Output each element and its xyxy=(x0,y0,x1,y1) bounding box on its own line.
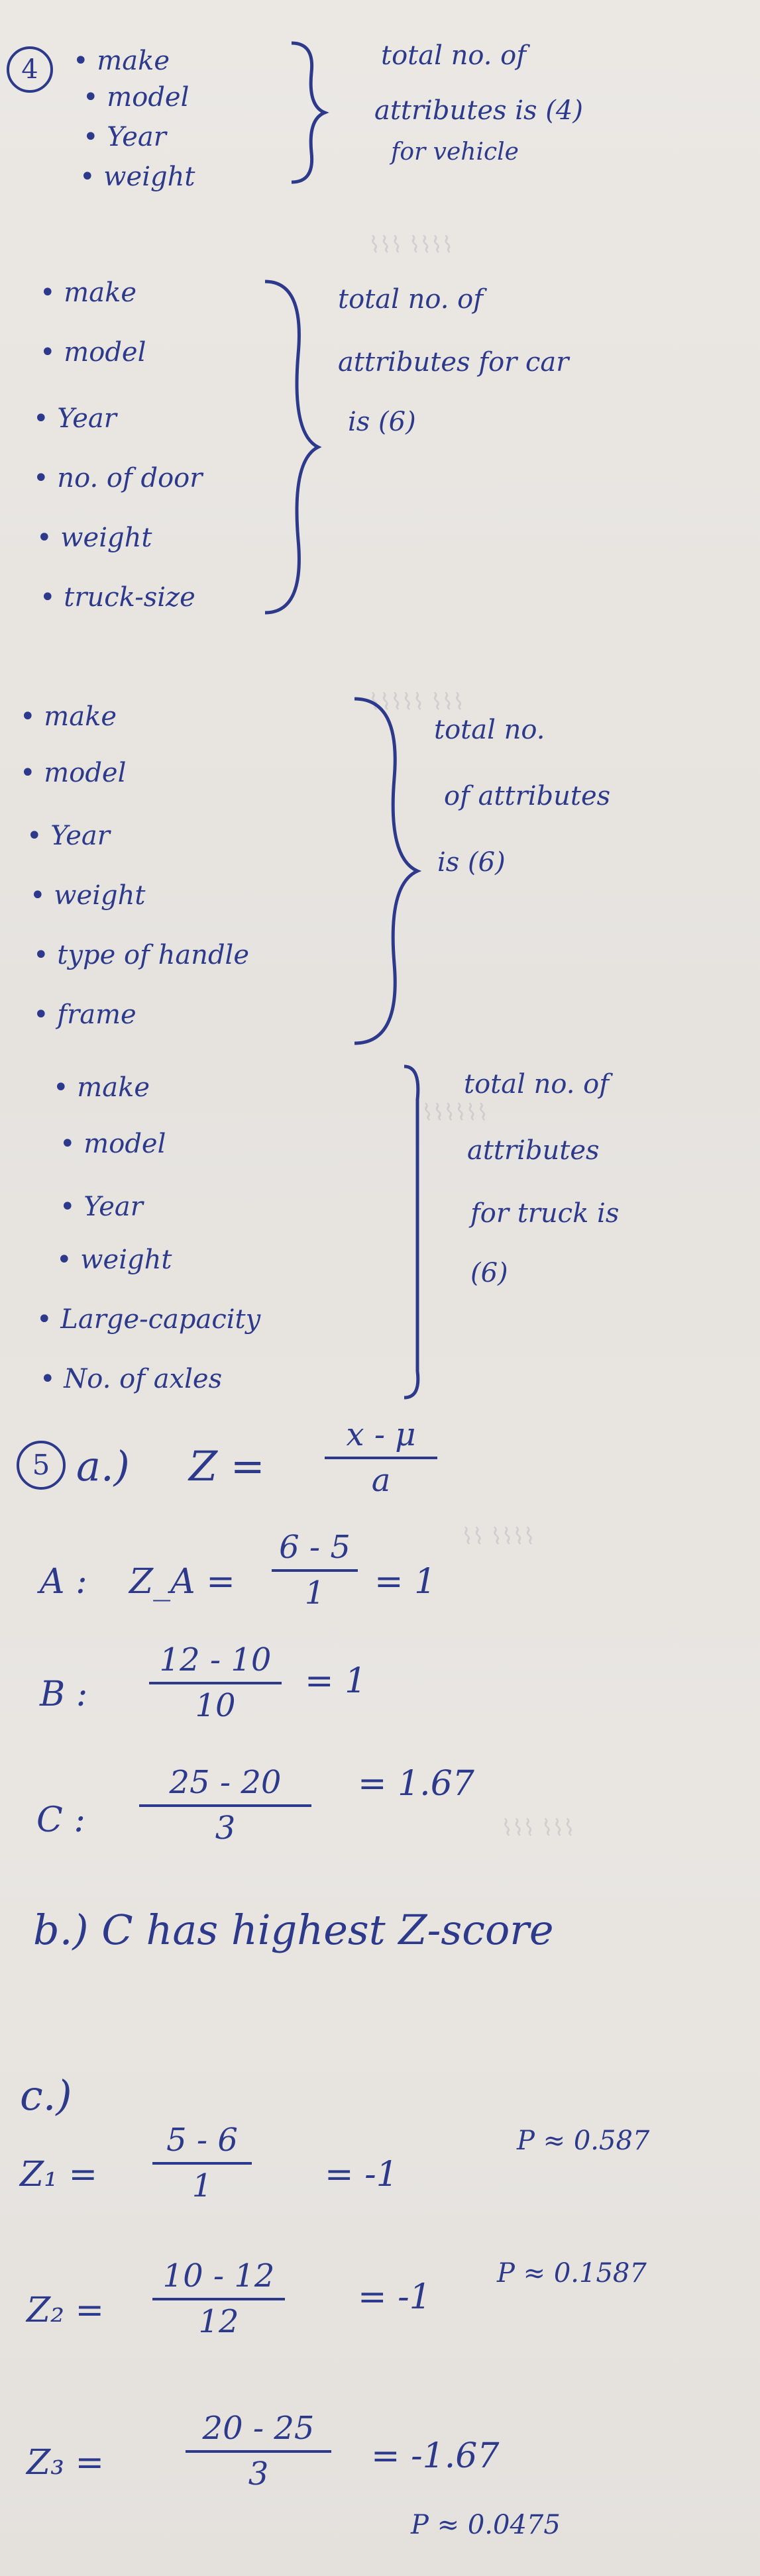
list-item: • Year xyxy=(33,403,117,434)
item-a-result: = 1 xyxy=(374,1562,437,1602)
zscore-formula-lhs: Z = xyxy=(189,1442,265,1490)
bleed-through: ⌇⌇⌇ ⌇⌇⌇⌇⌇ xyxy=(371,689,466,715)
list-item: • weight xyxy=(30,880,146,911)
list-item: • frame xyxy=(33,1000,136,1030)
list-item: • model xyxy=(83,82,190,113)
item-c-fraction: 25 - 20 3 xyxy=(139,1765,311,1846)
item-b-result: = 1 xyxy=(305,1661,367,1701)
z3-lhs: Z₃ = xyxy=(27,2443,105,2483)
list-item: • No. of axles xyxy=(40,1364,223,1394)
list-item: • Year xyxy=(60,1192,143,1222)
bleed-through: ⌇⌇⌇⌇ ⌇⌇ xyxy=(464,1523,537,1550)
bleed-through: ⌇⌇⌇⌇⌇⌇ xyxy=(424,1100,490,1126)
list-item: • make xyxy=(73,46,170,76)
z2-probability: P ≈ 0.1587 xyxy=(497,2258,647,2289)
item-c-result: = 1.67 xyxy=(358,1764,474,1804)
z2-lhs: Z₂ = xyxy=(27,2291,105,2330)
z1-fraction: 5 - 6 1 xyxy=(152,2123,252,2204)
item-a-lhs: Z_A = xyxy=(129,1562,235,1602)
z1-probability: P ≈ 0.587 xyxy=(517,2126,650,2156)
item-c-label: C : xyxy=(36,1800,85,1840)
list-item: • Year xyxy=(27,821,110,851)
curly-brace-icon xyxy=(252,275,325,619)
list-item: • make xyxy=(40,278,136,308)
list-item: • no. of door xyxy=(33,463,203,493)
list-item: • model xyxy=(20,758,127,788)
list-item: • Year xyxy=(83,122,166,152)
z3-probability: P ≈ 0.0475 xyxy=(411,2510,561,2540)
item-b-label: B : xyxy=(40,1674,88,1714)
zscore-formula-fraction: x - μ a xyxy=(325,1417,437,1498)
item-a-label: A : xyxy=(40,1562,87,1602)
list-item: • type of handle xyxy=(33,940,250,970)
bleed-through: ⌇⌇⌇ ⌇⌇⌇ xyxy=(504,1815,577,1841)
curly-brace-icon xyxy=(345,692,424,1050)
part-b-answer: b.) C has highest Z-score xyxy=(33,1906,554,1954)
list-item: • weight xyxy=(80,162,195,192)
question-4-number: 4 xyxy=(7,46,53,93)
item-b-fraction: 12 - 10 10 xyxy=(149,1643,282,1724)
list-item: • make xyxy=(20,701,117,732)
notebook-page: ⌇⌇⌇⌇ ⌇⌇⌇ ⌇⌇⌇ ⌇⌇⌇⌇⌇ ⌇⌇⌇⌇⌇⌇ ⌇⌇⌇⌇ ⌇⌇ ⌇⌇⌇ ⌇⌇⌇ 4 • make • model • Year • weight total no. of attributes is (4) for vehicle • make • model • Year • no. of door • weight • truck-size total no. of attributes for car is (6) • make • model • Year • weight • type of handle • frame total no. of attributes is (6) • make • model • Year • weight • Large-capacity • No. of axles total no. of attributes for truck is (6) 5 a.) Z = x - μ a A : Z_A = 6 - 5 1 = 1 B : 12 - 10 10 = 1 C : 25 - 20 3 = 1.67 b.) C has highest Z-score c.) Z₁ = 5 - 6 1 = -1 P ≈ 0.587 Z₂ = 10 - 12 12 = -1 P ≈ 0.1587 Z₃ = 20 - 25 3 = -1.67 P ≈ 0.0475 xyxy=(0,0,760,2576)
item-a-fraction: 6 - 5 1 xyxy=(272,1530,358,1611)
bracket-line-icon xyxy=(398,1060,444,1404)
z1-lhs: Z₁ = xyxy=(20,2155,98,2194)
curly-brace-icon xyxy=(285,36,331,189)
part-c-label: c.) xyxy=(20,2071,72,2120)
list-item: • weight xyxy=(36,523,152,553)
list-item: • Large-capacity xyxy=(36,1304,261,1335)
z2-fraction: 10 - 12 12 xyxy=(152,2259,285,2340)
z3-fraction: 20 - 25 3 xyxy=(186,2411,331,2492)
question-5-number: 5 xyxy=(17,1441,66,1490)
list-item: • model xyxy=(40,337,146,368)
list-item: • weight xyxy=(56,1245,172,1275)
z2-result: = -1 xyxy=(358,2277,431,2317)
bleed-through: ⌇⌇⌇⌇ ⌇⌇⌇ xyxy=(371,232,456,258)
z3-result: = -1.67 xyxy=(371,2436,500,2476)
list-item: • truck-size xyxy=(40,582,195,613)
list-item: • model xyxy=(60,1129,166,1159)
part-a-label: a.) xyxy=(76,1442,130,1490)
list-item: • make xyxy=(53,1072,150,1103)
z1-result: = -1 xyxy=(325,2155,398,2194)
